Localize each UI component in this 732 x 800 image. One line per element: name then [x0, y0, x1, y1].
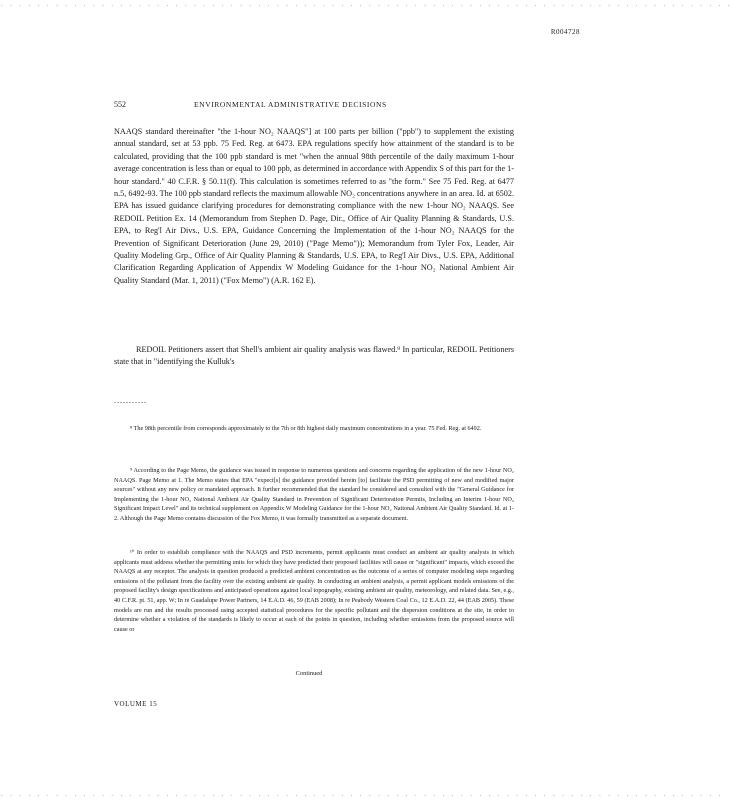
- footnote-separator: ...........: [114, 396, 147, 405]
- page-number: 552: [114, 100, 126, 109]
- footnote-3: ¹⁰ In order to establish compliance with the NAAQS and PSD increments, permit applicants must conduct an ambient air quality analysis in which applicants must address whether the permitting units for which they have predicted their proposed facilities will cause or "significant" impacts, which exceed the NAAQS at any receptor. The analysis in question produced a predicted ambient concentration as the outcome of a series of computer modeling steps regarding emissions of the pollutant from the facility over the existing ambient air quality. In conducting an ambient analysis, a permit applicant models emissions of the proposed facility's design specifications and anticipated operations against local topography, existing ambient air quality, meteorology, and related data. See, e.g., 40 C.F.R. pt. 51, app. W; In re Guadalupe Power Partners, 14 E.A.D. 46, 59 (EAB 2008); In re Peabody Western Coal Co., 12 E.A.D. 22, 44 (EAB 2005). These models are run and the results processed using accepted statistical procedures for the specific pollutant and the dispersion conditions at the site, in order to determine whether a violation of the standards is likely to occur at each of the points in question, including whether emissions from the proposed source will cause or: [114, 549, 514, 633]
- top-scan-dots: . . . . . . . . . . . . . . . . . . . . . . . . . . . . . . . . . . . . . . . . . . . . . . . . . . . . . . . . . . . . . . . . . . . . . . . . . . . . . . . .: [0, 1, 732, 8]
- bottom-scan-dots: . . . . . . . . . . . . . . . . . . . . . . . . . . . . . . . . . . . . . . . . . . . . . . . . . . . . . . . . . . . . . . . . . . . . . . . . . . . . . . .: [0, 791, 723, 798]
- body-paragraph-1: NAAQS standard thereinafter "the 1-hour NO₂ NAAQS"] at 100 parts per billion ("ppb") to supplement the existing annual standard, set at 53 ppb. 75 Fed. Reg. at 6473. EPA regulations specify how attainment of the standard is to be calculated, providing that the 100 ppb standard is met "when the annual 98th percentile of the daily maximum 1-hour average concentration is less than or equal to 100 ppb, as determined in accordance with Appendix S of this part for the 1-hour standard." 40 C.F.R. § 50.11(f). This calculation is sometimes referred to as "the form." See 75 Fed. Reg. at 6477 n.5, 6492-93. The 100 ppb standard reflects the maximum allowable NO₂ concentrations anywhere in an area. Id. at 6502. EPA has issued guidance clarifying procedures for demonstrating compliance with the new 1-hour NO₂ NAAQS. See REDOIL Petition Ex. 14 (Memorandum from Stephen D. Page, Dir., Office of Air Quality Planning & Standards, U.S. EPA, to Reg'l Air Divs., U.S. EPA, Guidance Concerning the Implementation of the 1-hour NO₂ NAAQS for the Prevention of Significant Deterioration (June 29, 2010) ("Page Memo")); Memorandum from Tyler Fox, Leader, Air Quality Modeling Grp., Office of Air Quality Planning & Standards, U.S. EPA, to Reg'l Air Divs., U.S. EPA, Additional Clarification Regarding Application of Appendix W Modeling Guidance for the 1-hour NO₂ National Ambient Air Quality Standard (Mar. 1, 2011) ("Fox Memo") (A.R. 162 E).: [114, 127, 514, 285]
- volume-label: VOLUME 15: [114, 700, 158, 708]
- body-paragraph-2: REDOIL Petitioners assert that Shell's ambient air quality analysis was flawed.⁹ In particular, REDOIL Petitioners state that in "identifying the Kulluk's: [114, 345, 514, 367]
- bates-number: R004728: [550, 28, 580, 36]
- footnote-2: ⁹ According to the Page Memo, the guidance was issued in response to numerous questions and concerns regarding the application of the new 1-hour NO₂ NAAQS. Page Memo at 1. The Memo states that EPA "expect[s] the guidance provided herein [to] facilitate the PSD permitting of new and modified major sources" without any new policy or mandated approach. It further recommended that the standard be considered and consulted with the "General Guidance for Implementing the 1-hour NO₂ National Ambient Air Quality Standard in Prevention of Significant Deterioration Permits, Including an Interim 1-hour NO₂ Significant Impact Level" and its technical supplement on Appendix W Modeling Guidance for the 1-hour NO₂ National Ambient Air Quality Standard. Id. at 1-2. Although the Page Memo contains discussion of the Fox Memo, it was formally transmitted as a separate document.: [114, 467, 514, 522]
- continued-label: Continued: [295, 670, 323, 677]
- footnote-1: ⁸ The 98th percentile from corresponds approximately to the 7th or 8th highest daily maximum concentrations in a year. 75 Fed. Reg. at 6492.: [130, 425, 482, 432]
- running-head: ENVIRONMENTAL ADMINISTRATIVE DECISIONS: [194, 100, 387, 109]
